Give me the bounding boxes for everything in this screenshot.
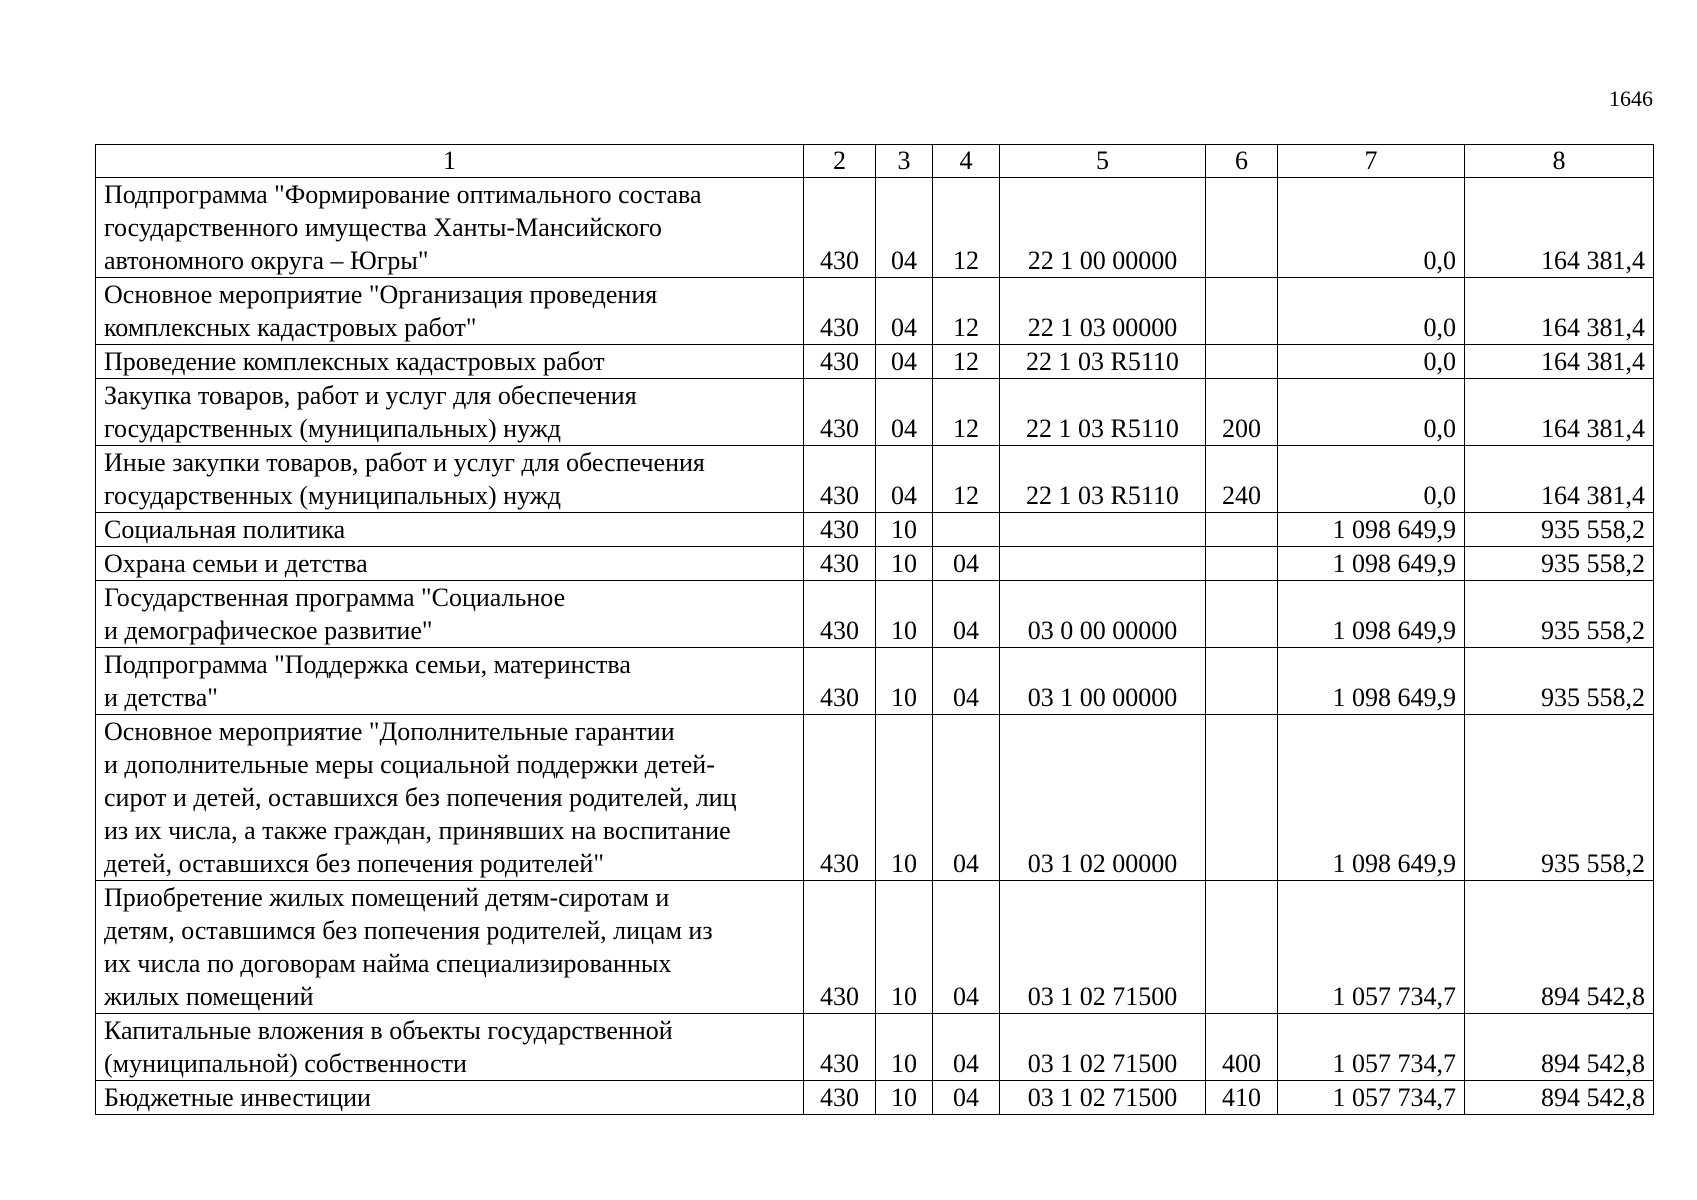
- cell-code: 430: [804, 513, 876, 547]
- row-name: Социальная политика: [96, 513, 804, 547]
- cell-amount-8: 164 381,4: [1465, 446, 1654, 513]
- cell-amount-7: 1 098 649,9: [1278, 547, 1465, 581]
- cell-subsection: 12: [933, 178, 1000, 278]
- header-col-3: 3: [876, 145, 933, 178]
- cell-section: 10: [876, 581, 933, 648]
- cell-subsection: 04: [933, 715, 1000, 881]
- header-col-7: 7: [1278, 145, 1465, 178]
- row-name: Приобретение жилых помещений детям-сиротам и детям, оставшимся без попечения родителей, лицам из их числа по договорам найма специализированных жилых помещений: [96, 881, 804, 1014]
- cell-amount-7: 1 098 649,9: [1278, 513, 1465, 547]
- page-number: 1646: [1609, 86, 1653, 111]
- cell-amount-7: 1 098 649,9: [1278, 581, 1465, 648]
- cell-code: 430: [804, 446, 876, 513]
- cell-section: 10: [876, 547, 933, 581]
- row-name: Подпрограмма "Формирование оптимального состава государственного имущества Ханты-Мансийского автономного округа – Югры": [96, 178, 804, 278]
- cell-subsection: 04: [933, 581, 1000, 648]
- cell-amount-7: 1 057 734,7: [1278, 1014, 1465, 1081]
- table-row: [96, 1081, 1654, 1115]
- cell-subsection: 04: [933, 547, 1000, 581]
- cell-amount-7: 0,0: [1278, 278, 1465, 345]
- cell-target-article: 03 1 00 00000: [1000, 648, 1206, 715]
- header-col-8: 8: [1465, 145, 1654, 178]
- cell-section: 04: [876, 345, 933, 379]
- cell-expense-type: [1206, 715, 1278, 881]
- cell-code: 430: [804, 345, 876, 379]
- cell-code: 430: [804, 648, 876, 715]
- cell-subsection: 12: [933, 446, 1000, 513]
- row-name: Государственная программа "Социальное и демографическое развитие": [96, 581, 804, 648]
- cell-code: 430: [804, 581, 876, 648]
- header-row: [96, 145, 1654, 178]
- cell-target-article: 22 1 03 R5110: [1000, 379, 1206, 446]
- cell-amount-8: 164 381,4: [1465, 178, 1654, 278]
- cell-section: 10: [876, 1081, 933, 1115]
- cell-target-article: [1000, 513, 1206, 547]
- cell-target-article: 22 1 03 00000: [1000, 278, 1206, 345]
- cell-code: 430: [804, 1014, 876, 1081]
- row-name: Основное мероприятие "Дополнительные гарантии и дополнительные меры социальной поддержки детей- сирот и детей, оставшихся без попечения родителей, лиц из их числа, а также граждан, принявших на воспитание детей, оставшихся без попечения родителей": [96, 715, 804, 881]
- table-row: [96, 278, 1654, 345]
- cell-amount-8: 894 542,8: [1465, 1081, 1654, 1115]
- cell-expense-type: 400: [1206, 1014, 1278, 1081]
- cell-amount-7: 0,0: [1278, 345, 1465, 379]
- cell-subsection: 04: [933, 1081, 1000, 1115]
- cell-target-article: 03 1 02 71500: [1000, 881, 1206, 1014]
- cell-subsection: 12: [933, 278, 1000, 345]
- cell-amount-8: 164 381,4: [1465, 278, 1654, 345]
- table-header: [96, 145, 1654, 178]
- cell-code: 430: [804, 379, 876, 446]
- table-row: [96, 446, 1654, 513]
- cell-expense-type: [1206, 278, 1278, 345]
- header-col-2: 2: [804, 145, 876, 178]
- cell-target-article: 03 1 02 00000: [1000, 715, 1206, 881]
- cell-amount-8: 894 542,8: [1465, 1014, 1654, 1081]
- cell-amount-7: 0,0: [1278, 446, 1465, 513]
- cell-subsection: 12: [933, 379, 1000, 446]
- cell-amount-7: 1 098 649,9: [1278, 715, 1465, 881]
- cell-target-article: [1000, 547, 1206, 581]
- header-col-6: 6: [1206, 145, 1278, 178]
- cell-subsection: [933, 513, 1000, 547]
- cell-section: 10: [876, 648, 933, 715]
- row-name: Проведение комплексных кадастровых работ: [96, 345, 804, 379]
- table-row: [96, 547, 1654, 581]
- cell-target-article: 22 1 00 00000: [1000, 178, 1206, 278]
- table-row: [96, 581, 1654, 648]
- cell-section: 04: [876, 178, 933, 278]
- row-name: Основное мероприятие "Организация проведения комплексных кадастровых работ": [96, 278, 804, 345]
- row-name: Иные закупки товаров, работ и услуг для обеспечения государственных (муниципальных) нужд: [96, 446, 804, 513]
- cell-section: 04: [876, 278, 933, 345]
- cell-subsection: 04: [933, 1014, 1000, 1081]
- cell-subsection: 04: [933, 648, 1000, 715]
- table-row: [96, 379, 1654, 446]
- table-row: [96, 881, 1654, 1014]
- cell-section: 10: [876, 881, 933, 1014]
- cell-target-article: 22 1 03 R5110: [1000, 446, 1206, 513]
- cell-amount-8: 935 558,2: [1465, 715, 1654, 881]
- header-col-1: 1: [96, 145, 804, 178]
- cell-subsection: 04: [933, 881, 1000, 1014]
- cell-code: 430: [804, 178, 876, 278]
- cell-section: 10: [876, 1014, 933, 1081]
- cell-section: 04: [876, 446, 933, 513]
- cell-expense-type: [1206, 178, 1278, 278]
- cell-code: 430: [804, 715, 876, 881]
- cell-amount-7: 1 057 734,7: [1278, 1081, 1465, 1115]
- table-row: [96, 513, 1654, 547]
- cell-expense-type: 410: [1206, 1081, 1278, 1115]
- table-row: [96, 345, 1654, 379]
- cell-section: 10: [876, 715, 933, 881]
- cell-amount-7: 1 098 649,9: [1278, 648, 1465, 715]
- cell-target-article: 22 1 03 R5110: [1000, 345, 1206, 379]
- budget-table: [95, 144, 1654, 1115]
- cell-amount-8: 935 558,2: [1465, 581, 1654, 648]
- table-row: [96, 1014, 1654, 1081]
- cell-expense-type: [1206, 648, 1278, 715]
- cell-amount-8: 935 558,2: [1465, 648, 1654, 715]
- cell-section: 10: [876, 513, 933, 547]
- cell-expense-type: [1206, 881, 1278, 1014]
- table-body: [96, 178, 1654, 1115]
- cell-subsection: 12: [933, 345, 1000, 379]
- table-row: [96, 715, 1654, 881]
- cell-section: 04: [876, 379, 933, 446]
- cell-target-article: 03 1 02 71500: [1000, 1014, 1206, 1081]
- row-name: Закупка товаров, работ и услуг для обеспечения государственных (муниципальных) нужд: [96, 379, 804, 446]
- cell-expense-type: [1206, 345, 1278, 379]
- cell-target-article: 03 0 00 00000: [1000, 581, 1206, 648]
- cell-amount-8: 164 381,4: [1465, 379, 1654, 446]
- cell-amount-7: 0,0: [1278, 379, 1465, 446]
- header-col-5: 5: [1000, 145, 1206, 178]
- cell-code: 430: [804, 547, 876, 581]
- header-col-4: 4: [933, 145, 1000, 178]
- cell-expense-type: [1206, 581, 1278, 648]
- cell-expense-type: 200: [1206, 379, 1278, 446]
- cell-amount-8: 164 381,4: [1465, 345, 1654, 379]
- table-row: [96, 648, 1654, 715]
- cell-target-article: 03 1 02 71500: [1000, 1081, 1206, 1115]
- row-name: Подпрограмма "Поддержка семьи, материнства и детства": [96, 648, 804, 715]
- cell-expense-type: [1206, 547, 1278, 581]
- cell-expense-type: [1206, 513, 1278, 547]
- cell-amount-7: 1 057 734,7: [1278, 881, 1465, 1014]
- cell-amount-8: 935 558,2: [1465, 547, 1654, 581]
- cell-code: 430: [804, 1081, 876, 1115]
- cell-amount-7: 0,0: [1278, 178, 1465, 278]
- cell-code: 430: [804, 881, 876, 1014]
- row-name: Капитальные вложения в объекты государственной (муниципальной) собственности: [96, 1014, 804, 1081]
- cell-expense-type: 240: [1206, 446, 1278, 513]
- cell-code: 430: [804, 278, 876, 345]
- row-name: Охрана семьи и детства: [96, 547, 804, 581]
- row-name: Бюджетные инвестиции: [96, 1081, 804, 1115]
- cell-amount-8: 935 558,2: [1465, 513, 1654, 547]
- table-row: [96, 178, 1654, 278]
- cell-amount-8: 894 542,8: [1465, 881, 1654, 1014]
